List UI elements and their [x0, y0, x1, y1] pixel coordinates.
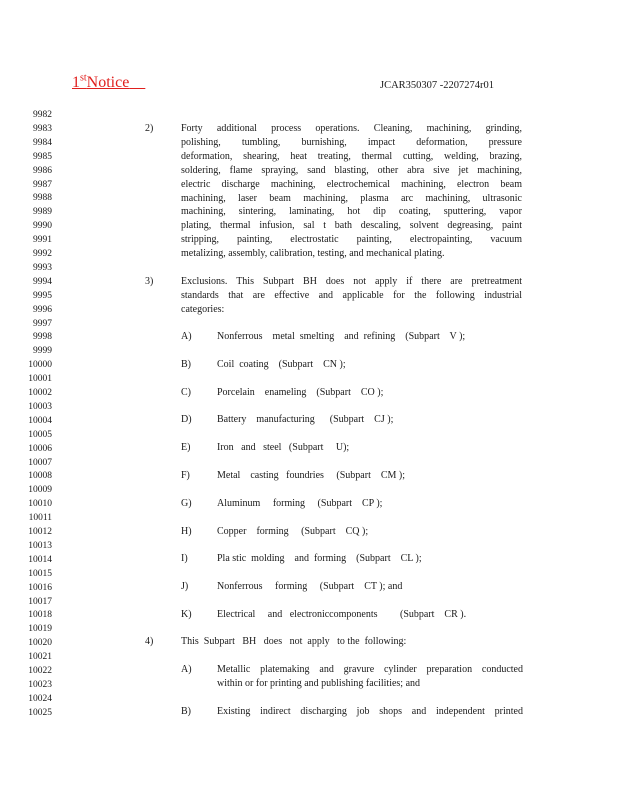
subitem-letter: H) [181, 525, 192, 537]
item-2-number: 2) [145, 123, 154, 134]
line-number: 10019 [28, 624, 52, 635]
line-number: 9998 [33, 332, 52, 343]
line-number: 10024 [28, 693, 52, 704]
line-number: 9983 [33, 123, 52, 134]
subitem-letter: K) [181, 609, 192, 620]
line-number: 10022 [28, 666, 52, 676]
line-number: 9990 [33, 221, 52, 232]
line-number: 9994 [33, 276, 52, 287]
subitem-text: Metal casting foundries (Subpart CM ); [217, 470, 406, 481]
line-number: 10013 [28, 540, 52, 551]
line-number: 10014 [28, 554, 52, 565]
subitem-letter: F) [181, 470, 190, 481]
item-2-line: electric discharge machining, electrochemical machining, electron beam [181, 178, 522, 190]
item-3-line: standards that are effective and applicable for the following industrial [181, 289, 522, 301]
line-number: 10015 [28, 568, 52, 579]
subitem-text: Copper forming (Subpart CQ ); [217, 525, 369, 537]
item-3-line: categories: [181, 303, 225, 315]
line-number: 10018 [28, 610, 52, 621]
line-number: 9995 [33, 290, 52, 301]
subitem-letter: D) [181, 414, 192, 426]
item-4-number: 4) [145, 636, 154, 647]
subitem-letter: B) [181, 706, 191, 717]
line-number: 9988 [33, 193, 52, 204]
subitem-letter: G) [181, 497, 192, 509]
line-number: 10009 [28, 485, 52, 496]
subitem-line: within or for printing and publishing facilities; and [217, 677, 421, 689]
line-number: 10005 [28, 429, 52, 440]
item-2-line: machining, sintering, laminating, hot dip coating, sputtering, vapor [181, 206, 522, 218]
line-number: 9997 [33, 318, 52, 329]
line-number: 9985 [33, 151, 52, 162]
line-number: 10020 [28, 638, 52, 649]
item-2-line: plating, thermal infusion, sal t bath descaling, solvent degreasing, paint [181, 220, 522, 232]
line-number: 9986 [33, 165, 52, 176]
line-number: 10012 [28, 527, 52, 537]
line-number: 10011 [28, 513, 52, 524]
line-number: 9987 [33, 179, 52, 190]
line-number: 10001 [28, 374, 52, 385]
item-2-line: machining, laser beam machining, plasma arc machining, ultrasonic [181, 192, 522, 204]
line-number: 9999 [33, 346, 52, 357]
line-number: 10016 [28, 582, 52, 593]
subitem-text: Aluminum forming (Subpart CP ); [217, 497, 383, 509]
subitem-letter: C) [181, 386, 191, 398]
item-3-number: 3) [145, 276, 154, 287]
line-number: 9989 [33, 207, 52, 218]
subitem-letter: I) [181, 553, 188, 565]
line-number: 10004 [28, 415, 52, 426]
line-number: 9992 [33, 249, 52, 259]
item-2-line: deformation, shearing, heat treating, thermal cutting, welding, brazing, [181, 150, 522, 162]
line-number: 10017 [28, 596, 52, 607]
subitem-letter: E) [181, 442, 191, 454]
item-4-intro: This Subpart BH does not apply to the following: [181, 636, 407, 647]
line-number: 9996 [33, 304, 52, 315]
subitem-letter: B) [181, 358, 191, 370]
subitem-text: Nonferrous forming (Subpart CT ); and [217, 581, 403, 593]
line-number: 10023 [28, 679, 52, 690]
notice-heading: 1stNotice [72, 72, 130, 91]
subitem-text: Porcelain enameling (Subpart CO ); [217, 386, 384, 398]
subitem-letter: J) [181, 581, 189, 593]
subitem-letter: A) [181, 664, 192, 675]
subitem-text: Coil coating (Subpart CN ); [217, 358, 346, 370]
line-number: 10025 [28, 707, 52, 718]
line-number: 10021 [28, 652, 52, 663]
line-number: 10003 [28, 401, 52, 412]
subitem-line: Existing indirect discharging job shops and independent printed [217, 706, 523, 717]
line-number: 10000 [28, 360, 52, 371]
line-number: 9993 [33, 262, 52, 273]
line-number: 10010 [28, 499, 52, 510]
line-number: 9982 [33, 110, 52, 120]
item-3-line: Exclusions. This Subpart BH does not apply if there are pretreatment [181, 276, 522, 287]
item-2-line: metalizing, assembly, calibration, testing, and mechanical plating. [181, 248, 445, 260]
line-number: 9991 [33, 235, 52, 246]
item-2-line: stripping, painting, electrostatic painting, electropainting, vacuum [181, 234, 522, 246]
subitem-text: Battery manufacturing (Subpart CJ ); [217, 414, 394, 426]
document-id: JCAR350307 -2207274r01 [380, 80, 495, 91]
line-number: 9984 [33, 137, 52, 148]
line-number: 10006 [28, 443, 52, 454]
line-number: 10007 [28, 457, 52, 468]
item-2-line: Forty additional process operations. Cleaning, machining, grinding, [181, 123, 522, 134]
subitem-text: Iron and steel (Subpart U); [217, 442, 350, 454]
item-2-line: soldering, flame spraying, sand blasting, other abra sive jet machining, [181, 164, 522, 176]
subitem-letter: A) [181, 331, 192, 342]
item-2-line: polishing, tumbling, burnishing, impact deformation, pressure [181, 136, 522, 148]
subitem-text: Electrical and electroniccomponents (Subpart CR ). [217, 609, 467, 620]
line-number: 10008 [28, 471, 52, 482]
line-number: 10002 [28, 388, 52, 398]
subitem-line: Metallic platemaking and gravure cylinder preparation conducted [217, 664, 523, 675]
subitem-text: Nonferrous metal smelting and refining (Subpart V ); [217, 331, 466, 342]
subitem-text: Pla stic molding and forming (Subpart CL ); [217, 553, 422, 565]
